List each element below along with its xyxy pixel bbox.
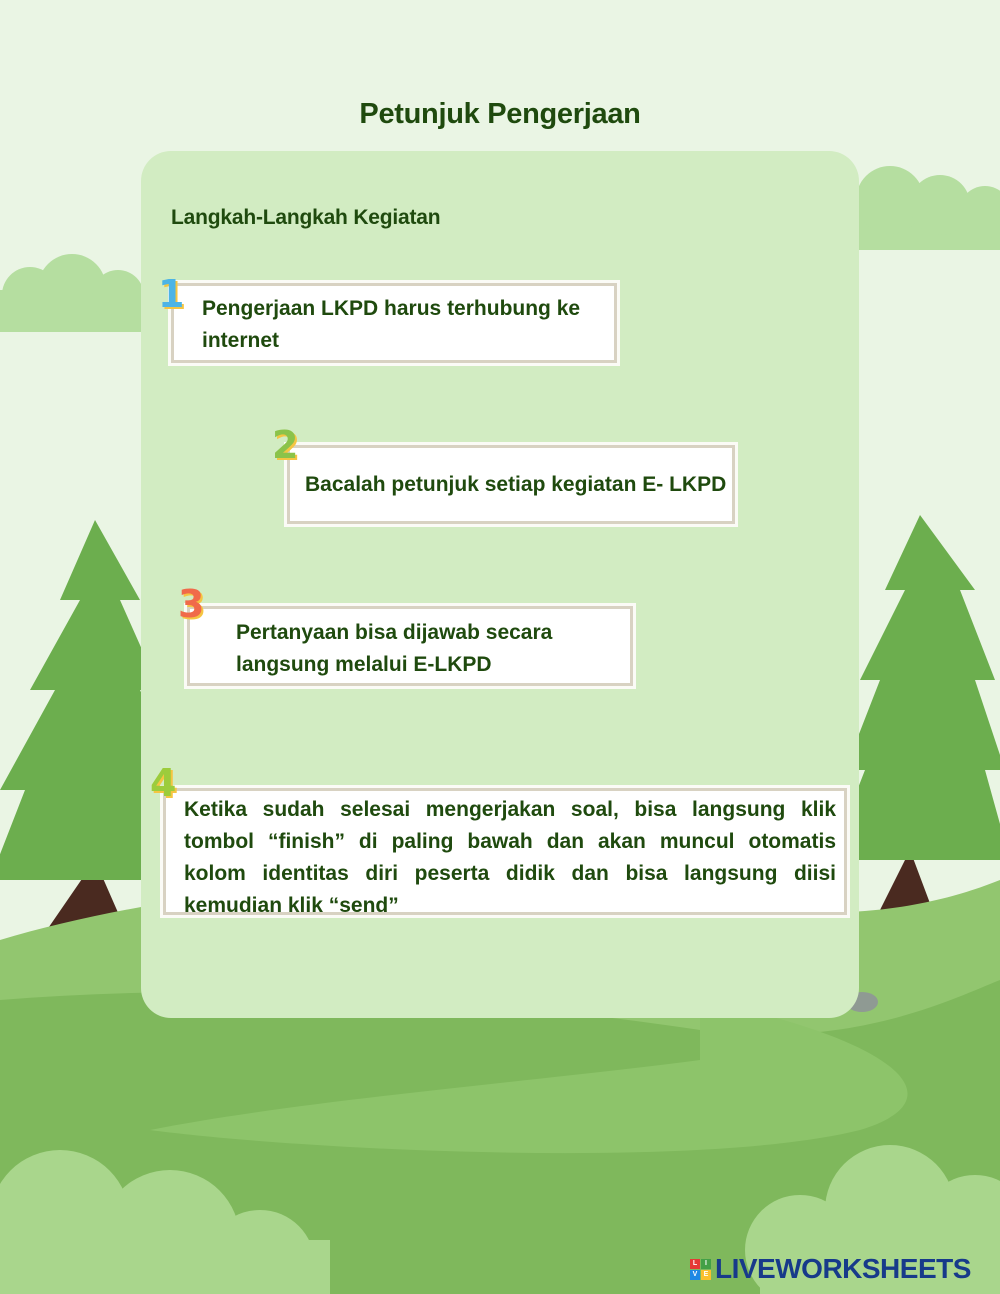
step-number-3: 3 [178, 582, 205, 626]
step-text-2: Bacalah petunjuk setiap kegiatan E- LKPD [305, 473, 727, 496]
step-number-4: 4 [150, 761, 177, 805]
step-text-1: Pengerjaan LKPD harus terhubung ke internet [202, 297, 581, 352]
step-card-1 [171, 283, 617, 363]
step-text-3: Pertanyaan bisa dijawab secara langsung melalui E-LKPD [236, 621, 553, 676]
logo-cube-letter: I [701, 1259, 711, 1269]
logo-cube-letter: E [701, 1270, 711, 1280]
page-title: Petunjuk Pengerjaan [359, 98, 641, 130]
logo-cube-letter: L [690, 1259, 700, 1269]
section-subtitle: Langkah-Langkah Kegiatan [171, 206, 441, 229]
logo-text: LIVEWORKSHEETS [715, 1253, 971, 1284]
step-text-4: Ketika sudah selesai mengerjakan soal, bisa langsung klik tombol “finish” di paling bawah dan akan muncul otomatis kolom identitas diri peserta didik dan bisa langsung diisi kemudian klik “send” [184, 798, 836, 917]
step-card-4 [163, 788, 847, 915]
liveworksheets-logo[interactable] [690, 1253, 971, 1285]
logo-cube-icon [690, 1259, 711, 1280]
step-card-2 [287, 445, 735, 524]
logo-cube-letter: V [690, 1270, 700, 1280]
step-number-2: 2 [272, 423, 299, 467]
step-card-3 [187, 606, 633, 686]
step-number-1: 1 [158, 272, 185, 316]
